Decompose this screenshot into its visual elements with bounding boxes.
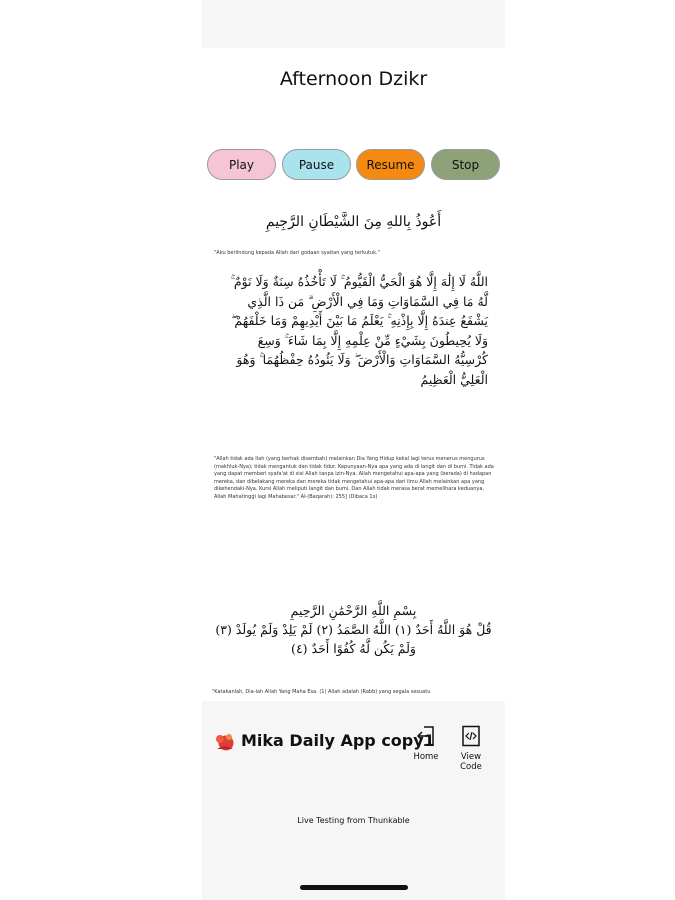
app-logo-icon — [214, 731, 236, 751]
home-button[interactable] — [406, 725, 446, 762]
ayat-kursi-translation: "Allah tidak ada Ilah (yang berhak disembah) melainkan Dia Yang Hidup kekal lagi terus menerus mengurus (makhluk-Nya); tidak mengantuk dan tidak tidur. Kepunyaan-Nya apa yang ada di langit dan di bumi. Tidak ada yang dapat memberi syafa'at di sisi Allah tanpa izin-Nya. Allah mengetahui apa-apa yang (berada) di hadapan mereka, dan dibelakang mereka dan mereka tidak mengetahui apa-apa dari ilmu Allah melainkan apa yang dikehendaki-Nya. Kursi Allah meliputi langit dan bumi. Dan Allah tidak merasa berat memelihara keduanya, Allah Mahatinggi lagi Mahabesar." Al-(Baqarah): 255] (Dibaca 1x) — [214, 456, 494, 500]
view-code-button[interactable] — [451, 725, 491, 772]
code-file-icon — [461, 725, 481, 747]
al-ikhlas-arabic — [210, 601, 497, 658]
home-label: Home — [413, 752, 439, 762]
dzikr-content[interactable] — [210, 200, 497, 697]
view-code-label: View Code — [460, 752, 482, 772]
thunkable-preview-bar — [202, 701, 505, 900]
home-indicator[interactable] — [300, 885, 408, 890]
basmalah: بِسْمِ اللَّهِ الرَّحْمَٰنِ الرَّحِيمِ — [290, 603, 417, 618]
al-ikhlas-line-2: وَلَمْ يَكُن لَّهُ كُفُوًا أَحَدٌ (٤) — [291, 641, 416, 656]
status-bar — [202, 0, 505, 48]
al-ikhlas-translation: "Katakanlah, Dia-lah Allah Yang Maha Esa. (1) Allah adalah (Rabb) yang segala sesuatu — [212, 689, 431, 695]
awwudz-translation: "Aku berlindung kepada Allah dari godaan syaitan yang terkutuk." — [214, 250, 380, 256]
phone-screen — [202, 0, 505, 900]
play-button[interactable]: Play — [207, 149, 276, 180]
al-ikhlas-line-1: قُلْ هُوَ اللَّهُ أَحَدٌ (١) اللَّهُ الصَّمَدُ (٢) لَمْ يَلِدْ وَلَمْ يُولَدْ (٣) — [215, 622, 492, 637]
exit-home-icon — [416, 725, 436, 747]
stop-button[interactable]: Stop — [431, 149, 500, 180]
awwudz-arabic: أَعُوذُ بِاللهِ مِنَ الشَّيْطَانِ الرَّجِيمِ — [265, 214, 442, 230]
app-name: Mika Daily App copy1 — [241, 731, 435, 750]
page-title: Afternoon Dzikr — [279, 68, 428, 90]
pause-button[interactable]: Pause — [282, 149, 351, 180]
live-testing-label: Live Testing from Thunkable — [297, 816, 410, 825]
resume-button[interactable]: Resume — [356, 149, 425, 180]
ayat-kursi-arabic: اللَّهُ لَا إِلَٰهَ إِلَّا هُوَ الْحَيُّ الْقَيُّومُ ۚ لَا تَأْخُذُهُ سِنَةٌ وَلَا نَوْمٌ ۚ لَّهُ مَا فِي السَّمَاوَاتِ وَمَا فِي الْأَرْضِ ۗ مَن ذَا الَّذِي يَشْفَعُ عِندَهُ إِلَّا بِإِذْنِهِ ۚ يَعْلَمُ مَا بَيْنَ أَيْدِيهِمْ وَمَا خَلْفَهُمْ ۖ وَلَا يُحِيطُونَ بِشَيْءٍ مِّنْ عِلْمِهِ إِلَّا بِمَا شَاءَ ۚ وَسِعَ كُرْسِيُّهُ السَّمَاوَاتِ وَالْأَرْضَ ۖ وَلَا يَئُودُهُ حِفْظُهُمَا ۚ وَهُوَ الْعَلِيُّ الْعَظِيمُ — [230, 274, 488, 387]
